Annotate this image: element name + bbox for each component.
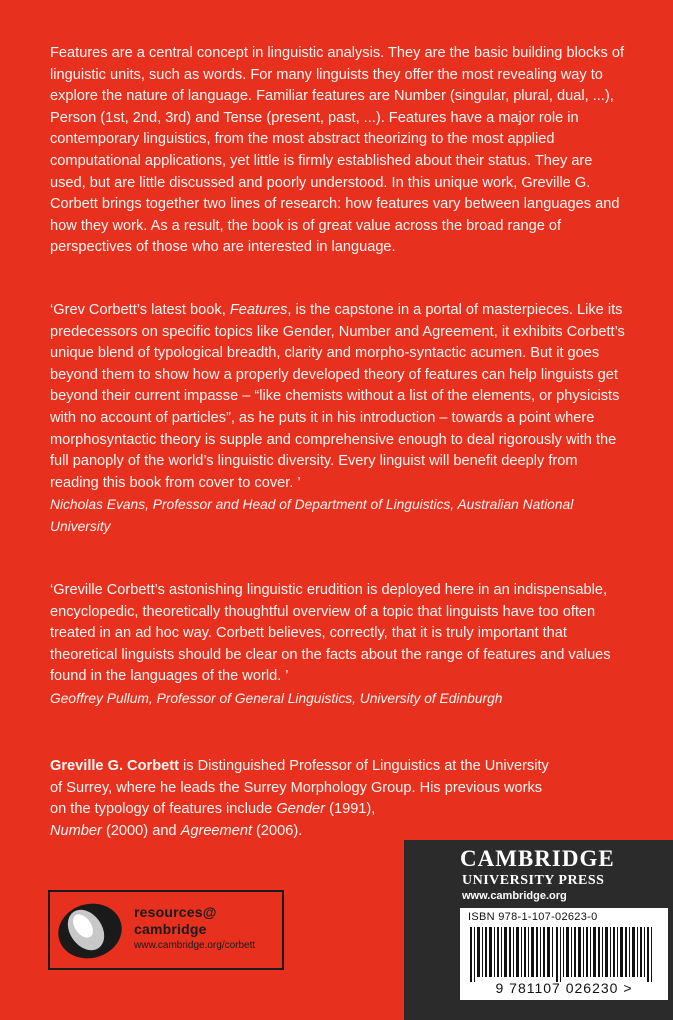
publisher-name: CAMBRIDGE	[460, 846, 615, 871]
quote-text-start: ‘Grev Corbett’s latest book,	[50, 302, 230, 318]
bio-text: is Distinguished Professor of Linguistics at the University of Surrey, where he leads the Surrey Morphology Group. His previous works on the typology of features include	[50, 758, 549, 818]
quote-text: ‘Greville Corbett’s astonishing linguistic erudition is deployed here in an indispensable, encyclopedic, theoretically thoughtful overview of a topic that linguists have too often treated in an ad hoc way. Corbett believes, correctly, that it is truly important that theoretical linguists should be clear on the facts about the range of features and values found in the languages of the world. ’	[50, 582, 611, 685]
quote-book-title: Features	[229, 302, 288, 318]
review-quote-evans	[50, 300, 630, 538]
quote-text-end: , is the capstone in a portal of masterpieces. Like its predecessors on specific topics like Gender, Number and Agreement, it exhibits Corbett’s unique blend of typological breadth, clarity and morpho-syntactic acumen. But it goes beyond them to show how a properly developed theory of features can help linguists get beyond their current impasse – “like chemists without a list of the elements, or physicists with no account of particles”, as he puts it in his introduction – towards a point where morphosyntactic theory is supple and comprehensive enough to deal rigorously with the full panoply of the world’s linguistic diversity. Every linguist will benefit deeply from reading this book from cover to cover. ’	[50, 302, 625, 491]
description-text: Features are a central concept in linguistic analysis. They are the basic building blocks of linguistic units, such as words. For many linguists they offer the most revealing way to explore the nature of language. Familiar features are Number (singular, plural, dual, ...), Person (1st, 2nd, 3rd) and Tense (present, past, ...). Features have a major role in contemporary linguistics, from the most abstract theorizing to the most applied computational applications, yet little is firmly established about their status. They are used, but are little discussed and poorly understood. In this unique work, Greville G. Corbett brings together two lines of research: how features vary between languages and how they work. As a result, the book is of great value across the broad range of perspectives of those who are interested in language.	[50, 45, 625, 256]
publisher-panel	[404, 840, 673, 1020]
quote-text	[50, 300, 630, 494]
book-title: Agreement	[180, 822, 252, 839]
quote-attribution: Geoffrey Pullum, Professor of General Linguistics, University of Edinburgh	[50, 690, 503, 706]
book-description	[50, 43, 630, 259]
isbn-label: ISBN 978-1-107-02623-0	[468, 911, 598, 923]
resources-badge	[48, 890, 284, 970]
resources-logo-icon	[56, 900, 126, 962]
bio-text: (1991),	[325, 801, 376, 818]
publisher-url[interactable]: www.cambridge.org	[462, 890, 567, 902]
book-title: Gender	[276, 801, 326, 818]
resources-title-line1: resources@	[134, 904, 217, 920]
quote-attribution: Nicholas Evans, Professor and Head of Department of Linguistics, Australian National University	[50, 497, 574, 534]
isbn-block	[460, 908, 668, 1000]
barcode-icon	[468, 927, 664, 982]
author-name: Greville G. Corbett	[50, 758, 179, 774]
publisher-press: UNIVERSITY PRESS	[462, 873, 605, 888]
bio-text: (2006).	[252, 822, 303, 839]
author-bio-text	[50, 756, 550, 842]
barcode-digits: 9 781107 026230 >	[495, 980, 633, 996]
book-title: Number	[50, 822, 102, 839]
review-quote-pullum	[50, 580, 630, 710]
resources-url[interactable]: www.cambridge.org/corbett	[134, 940, 256, 951]
bio-text: (2000) and	[101, 822, 181, 839]
resources-title-line2: cambridge	[134, 921, 207, 937]
author-bio	[50, 756, 550, 842]
